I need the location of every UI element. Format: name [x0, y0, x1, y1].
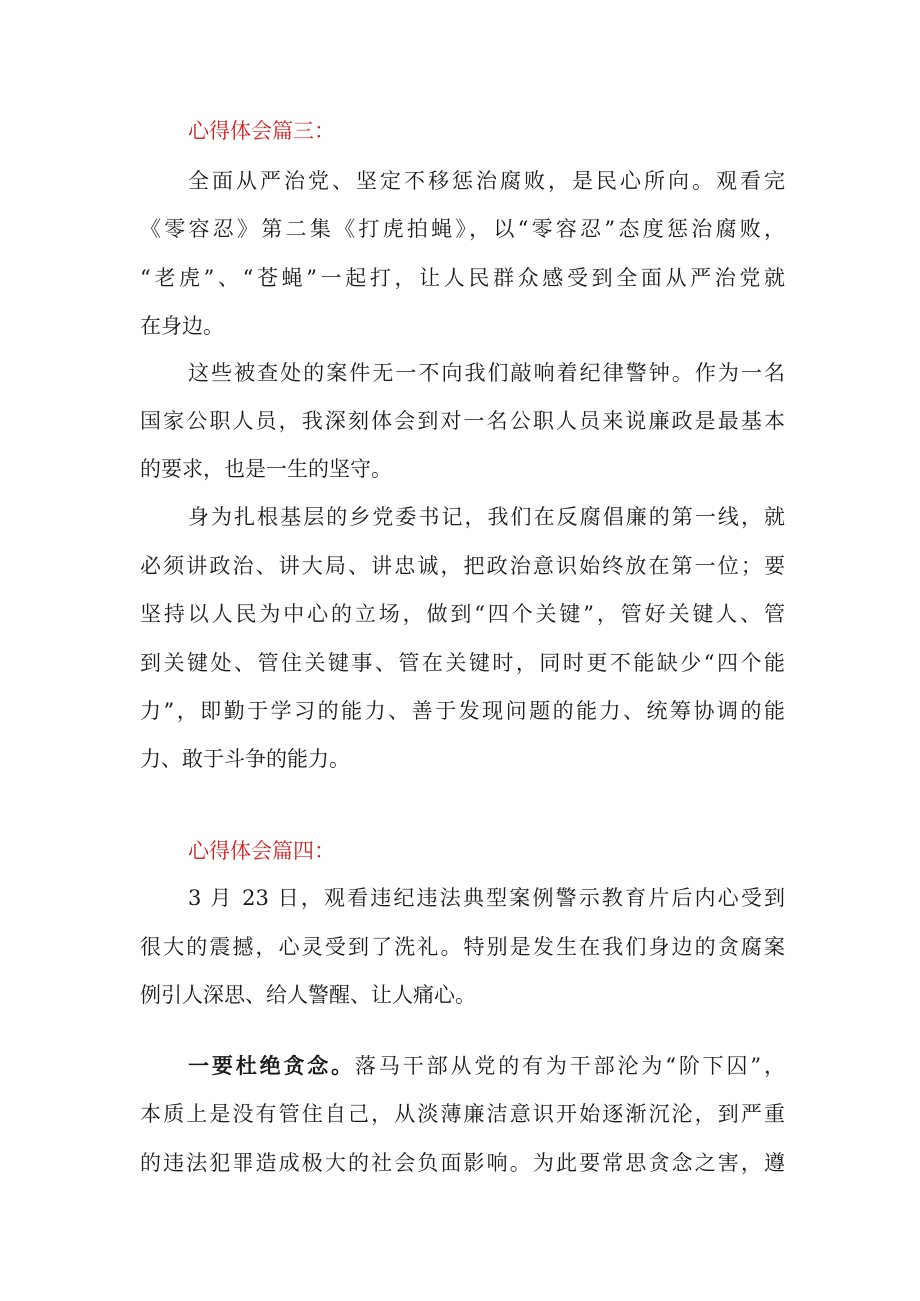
paragraph-line: 全面从严治党、坚定不移惩治腐败，是民心所向。观看完 — [188, 169, 785, 193]
paragraph-line: 必须讲政治、讲大局、讲忠诚，把政治意识始终放在第一位；要 — [140, 554, 785, 578]
paragraph-line: 这些被查处的案件无一不向我们敲响着纪律警钟。作为一名 — [188, 361, 785, 385]
paragraph-line: 坚持以人民为中心的立场，做到“四个关键”，管好关键人、管 — [140, 602, 785, 626]
paragraph-text: 落马干部从党的有为干部沦为“阶下囚”， — [355, 1054, 785, 1078]
section4-heading: 心得体会篇四： — [188, 839, 335, 863]
paragraph-line: 力”，即勤于学习的能力、善于发现问题的能力、统筹协调的能 — [140, 699, 785, 723]
paragraph-line: 身为扎根基层的乡党委书记，我们在反腐倡廉的第一线，就 — [188, 505, 785, 529]
paragraph-line: 很大的震撼，心灵受到了洗礼。特别是发生在我们身边的贪腐案 — [140, 935, 785, 959]
paragraph-line: 的要求，也是一生的坚守。 — [140, 457, 392, 481]
section3-heading: 心得体会篇三： — [188, 119, 335, 143]
paragraph-line: 的违法犯罪造成极大的社会负面影响。为此要常思贪念之害，遵 — [140, 1151, 785, 1175]
paragraph-line: “老虎”、“苍蝇”一起打，让人民群众感受到全面从严治党就 — [140, 266, 785, 290]
paragraph-line: 到关键处、管住关键事、管在关键时，同时更不能缺少“四个能 — [140, 651, 785, 675]
paragraph-line: 本质上是没有管住自己，从淡薄廉洁意识开始逐渐沉沦，到严重 — [140, 1102, 785, 1126]
paragraph-line: 力、敢于斗争的能力。 — [140, 747, 350, 771]
paragraph-line: 3 月 23 日，观看违纪违法典型案例警示教育片后内心受到 — [188, 886, 785, 910]
bold-lead-phrase: 一要杜绝贪念。 — [188, 1053, 356, 1078]
paragraph-line: 国家公职人员，我深刻体会到对一名公职人员来说廉政是最基本 — [140, 409, 785, 433]
paragraph-line: 在身边。 — [140, 314, 224, 338]
paragraph-line — [188, 1051, 785, 1081]
paragraph-line: 例引人深思、给人警醒、让人痛心。 — [140, 983, 476, 1007]
paragraph-line: 《零容忍》第二集《打虎拍蝇》，以“零容忍”态度惩治腐败， — [140, 217, 785, 241]
